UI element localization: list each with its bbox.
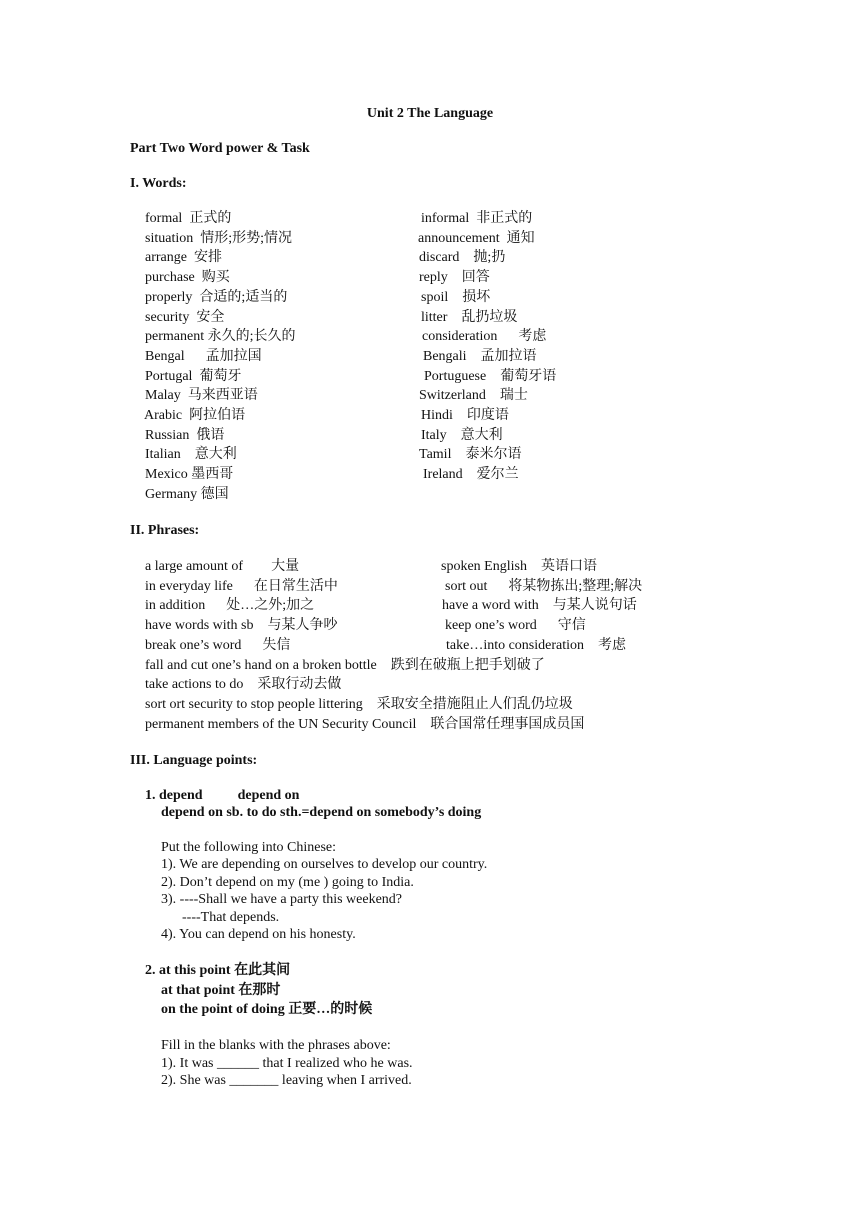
phrase-right: take…into consideration 考虑	[446, 637, 627, 653]
part-heading: Part Two Word power & Task	[130, 141, 310, 156]
point1-subheading: depend on sb. to do sth.=depend on somebody’s doing	[161, 805, 482, 820]
word-left: Germany 德国	[145, 486, 229, 502]
word-left: Mexico 墨西哥	[145, 467, 234, 483]
word-right: announcement 通知	[418, 230, 535, 246]
word-right: informal 非正式的	[421, 211, 533, 226]
word-right: Switzerland 瑞士	[419, 388, 528, 404]
point2-heading: 2. at this point 在此其间	[145, 963, 291, 978]
phrase-row	[0, 597, 860, 617]
word-row	[0, 427, 860, 447]
word-left: arrange 安排	[145, 250, 222, 266]
phrase-left: take actions to do 采取行动去做	[145, 677, 342, 693]
phrase-left: permanent members of the UN Security Council 联合国常任理事国成员国	[145, 716, 585, 732]
words-heading: I. Words:	[130, 176, 187, 191]
point2-instruction: Fill in the blanks with the phrases above:	[161, 1038, 391, 1053]
phrase-left: sort ort security to stop people littering 采取安全措施阻止人们乱仍垃圾	[145, 696, 573, 712]
phrase-right: keep one’s word 守信	[445, 618, 586, 634]
word-row	[0, 486, 860, 506]
phrase-row	[0, 657, 860, 677]
word-row	[0, 387, 860, 407]
point1-item: 1). We are depending on ourselves to develop our country.	[161, 857, 488, 872]
word-right: Portuguese 葡萄牙语	[424, 368, 557, 384]
phrase-right: spoken English 英语口语	[441, 559, 597, 574]
language-points-heading: III. Language points:	[130, 753, 258, 768]
word-left: situation 情形;形势;情况	[145, 230, 292, 246]
word-left: Arabic 阿拉伯语	[144, 408, 246, 423]
word-row	[0, 446, 860, 466]
phrase-right: sort out 将某物拣出;整理;解决	[445, 578, 643, 594]
point1-item: 2). Don’t depend on my (me ) going to India.	[161, 875, 414, 890]
phrase-left: have words with sb 与某人争吵	[145, 618, 338, 634]
phrase-row	[0, 676, 860, 696]
word-left: Bengal 孟加拉国	[145, 348, 262, 364]
word-row	[0, 407, 860, 427]
point2-item: 1). It was ______ that I realized who he was.	[161, 1056, 413, 1071]
phrase-left: in everyday life 在日常生活中	[145, 578, 338, 594]
word-row	[0, 309, 860, 329]
word-right: consideration 考虑	[422, 329, 547, 345]
point1-item: ----That depends.	[161, 910, 280, 925]
phrase-left: break one’s word 失信	[145, 637, 291, 653]
word-right: Tamil 泰米尔语	[419, 447, 522, 463]
word-row	[0, 269, 860, 289]
page-title: Unit 2 The Language	[366, 106, 494, 121]
word-row	[0, 249, 860, 269]
point1-item: 4). You can depend on his honesty.	[161, 927, 356, 942]
word-right: Italy 意大利	[421, 427, 503, 443]
point2-line: at that point 在那时	[161, 983, 281, 998]
phrase-row	[0, 617, 860, 637]
word-row	[0, 368, 860, 388]
word-row	[0, 210, 860, 230]
word-right: litter 乱扔垃圾	[421, 309, 518, 325]
word-left: Italian 意大利	[145, 447, 237, 463]
point2-item: 2). She was _______ leaving when I arrived.	[161, 1073, 412, 1088]
word-left: properly 合适的;适当的	[145, 289, 288, 305]
word-right: Ireland 爱尔兰	[423, 467, 519, 483]
word-left: permanent 永久的;长久的	[145, 329, 296, 345]
point1-item: 3). ----Shall we have a party this weekend?	[161, 892, 403, 907]
word-left: Malay 马来西亚语	[145, 388, 258, 404]
point1-instruction: Put the following into Chinese:	[161, 840, 336, 855]
phrase-row	[0, 637, 860, 657]
phrase-left: a large amount of 大量	[145, 559, 300, 574]
phrase-row	[0, 696, 860, 716]
word-right: Bengali 孟加拉语	[423, 348, 537, 364]
word-row	[0, 466, 860, 486]
word-left: Russian 俄语	[145, 427, 225, 443]
word-row	[0, 328, 860, 348]
word-row	[0, 230, 860, 250]
word-left: purchase 购买	[145, 270, 230, 286]
phrase-row	[0, 716, 860, 736]
word-left: Portugal 葡萄牙	[145, 368, 242, 384]
word-right: reply 回答	[419, 270, 490, 286]
phrase-left: in addition 处…之外;加之	[145, 598, 315, 614]
word-right: spoil 损坏	[421, 289, 491, 305]
word-left: formal 正式的	[145, 211, 232, 226]
phrase-left: fall and cut one’s hand on a broken bottle 跌到在破瓶上把手划破了	[145, 657, 545, 673]
word-right: Hindi 印度语	[421, 408, 509, 423]
word-row	[0, 289, 860, 309]
point2-line: on the point of doing 正要…的时候	[161, 1002, 373, 1017]
word-left: security 安全	[145, 309, 225, 325]
point1-heading: 1. depend depend on	[145, 788, 300, 803]
phrase-row	[0, 578, 860, 598]
phrase-row	[0, 558, 860, 578]
phrase-right: have a word with 与某人说句话	[442, 598, 637, 614]
word-row	[0, 348, 860, 368]
word-right: discard 抛;扔	[419, 250, 506, 266]
phrases-heading: II. Phrases:	[130, 523, 200, 538]
